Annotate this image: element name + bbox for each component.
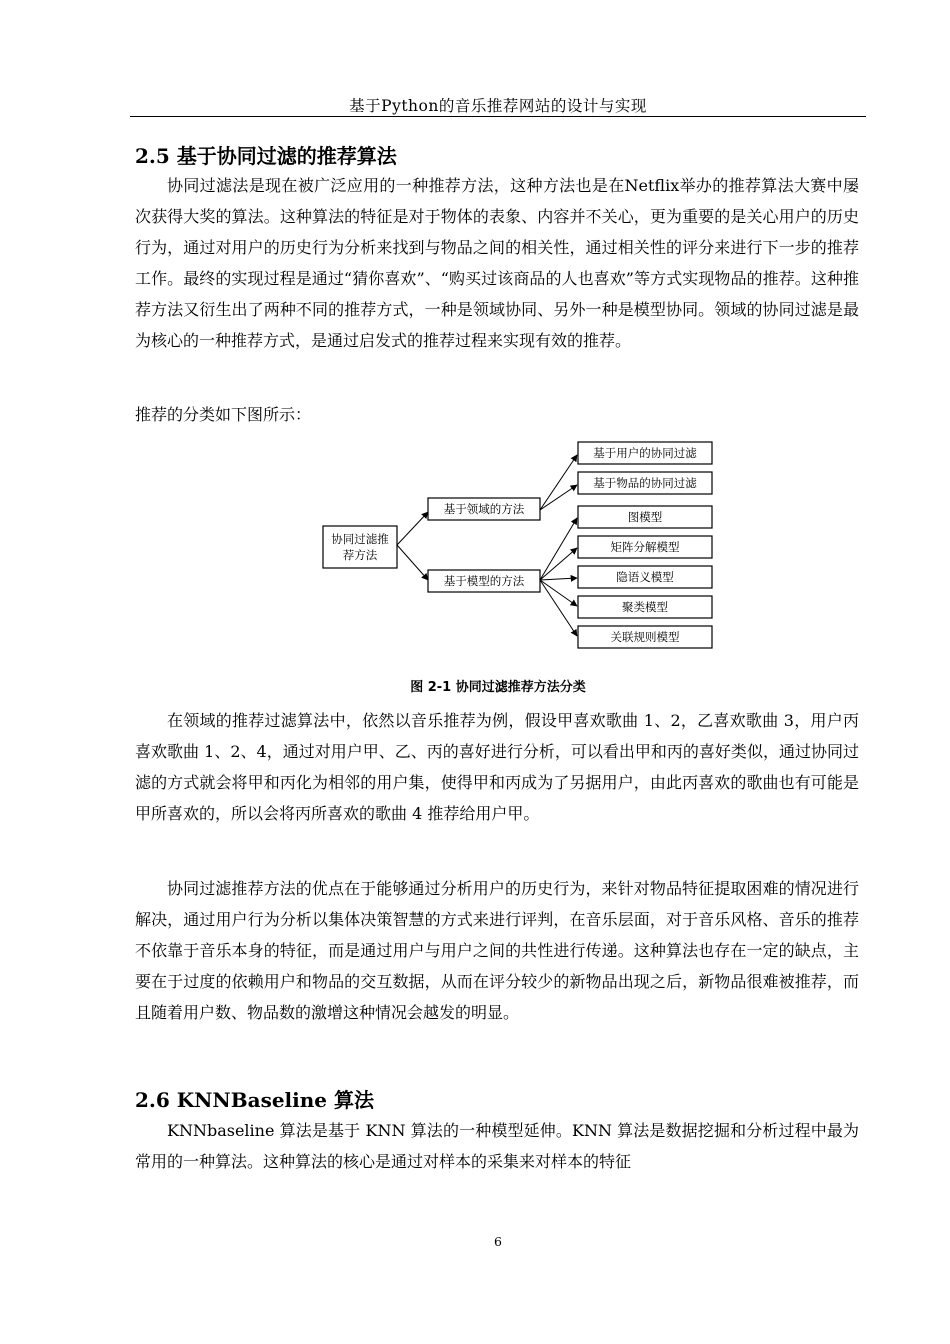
edge-model-latent	[540, 578, 577, 580]
edge-domain-user	[540, 455, 577, 510]
figure-caption: 图 2-1 协同过滤推荐方法分类	[410, 680, 586, 695]
figure-intro-line: 推荐的分类如下图所示：	[135, 405, 312, 424]
running-header: 基于Python的音乐推荐网站的设计与实现	[349, 97, 647, 115]
edge-root-domain	[397, 512, 428, 545]
edge-model-graph	[540, 518, 577, 580]
node-root-label-2: 荐方法	[342, 548, 378, 562]
paragraph-domain-example: 在领域的推荐过滤算法中，依然以音乐推荐为例，假设甲喜欢歌曲 1、2，乙喜欢歌曲 3，用户丙喜欢歌曲 1、2、4，通过对用户甲、乙、丙的喜好进行分析，可以看出甲和丙的喜好类似，通过协同过滤的方式就会将甲和丙化为相邻的用户集，使得甲和丙成为了另据用户，由此丙喜欢的歌曲也有可能是甲所喜欢的，所以会将丙所喜欢的歌曲 4 推荐给用户甲。	[135, 711, 859, 823]
edge-domain-item	[540, 485, 577, 510]
page-number: 6	[494, 1234, 502, 1249]
paragraph-cf-intro: 协同过滤法是现在被广泛应用的一种推荐方法，这种方法也是在Netflix举办的推荐算法大赛中屡次获得大奖的算法。这种算法的特征是对于物体的表象、内容并不关心，更为重要的是关心用户的历史行为，通过对用户的历史行为分析来找到与物品之间的相关性，通过相关性的评分来进行下一步的推荐工作。最终的实现过程是通过“猜你喜欢”、“购买过该商品的人也喜欢”等方式实现物品的推荐。这种推荐方法又衍生出了两种不同的推荐方式，一种是领域协同、另外一种是模型协同。领域的协同过滤是最为核心的一种推荐方式，是通过启发式的推荐过程来实现有效的推荐。	[135, 176, 859, 350]
section-2-6-heading: 2.6 KNNBaseline 算法	[135, 1088, 374, 1112]
edge-model-mf	[540, 548, 577, 580]
paragraph-knn-intro: KNNbaseline 算法是基于 KNN 算法的一种模型延伸。KNN 算法是数据挖掘和分析过程中最为常用的一种算法。这种算法的核心是通过对样本的采集来对样本的特征	[135, 1121, 859, 1171]
leaf-user-cf-label: 基于用户的协同过滤	[593, 446, 697, 460]
paragraph-cf-pros-cons: 协同过滤推荐方法的优点在于能够通过分析用户的历史行为，来针对物品特征提取困难的情况进行解决，通过用户行为分析以集体决策智慧的方式来进行评判，在音乐层面，对于音乐风格、音乐的推荐不依靠于音乐本身的特征，而是通过用户与用户之间的共性进行传递。这种算法也存在一定的缺点，主要在于过度的依赖用户和物品的交互数据，从而在评分较少的新物品出现之后，新物品很难被推荐，而且随着用户数、物品数的激增这种情况会越发的明显。	[135, 879, 859, 1022]
leaf-item-cf-label: 基于物品的协同过滤	[593, 476, 697, 490]
edge-model-rule	[540, 580, 577, 636]
leaf-latent-label: 隐语义模型	[616, 570, 674, 584]
leaf-rule-label: 关联规则模型	[610, 630, 680, 644]
node-root-label-1: 协同过滤推	[331, 532, 389, 546]
node-model-label: 基于模型的方法	[443, 574, 525, 588]
edge-model-cluster	[540, 580, 577, 606]
leaf-graph-label: 图模型	[627, 510, 663, 524]
leaf-mf-label: 矩阵分解模型	[610, 540, 680, 554]
edge-root-model	[397, 545, 428, 580]
node-domain-label: 基于领域的方法	[443, 502, 525, 516]
leaf-cluster-label: 聚类模型	[622, 600, 668, 614]
section-2-5-heading: 2.5 基于协同过滤的推荐算法	[135, 144, 397, 168]
